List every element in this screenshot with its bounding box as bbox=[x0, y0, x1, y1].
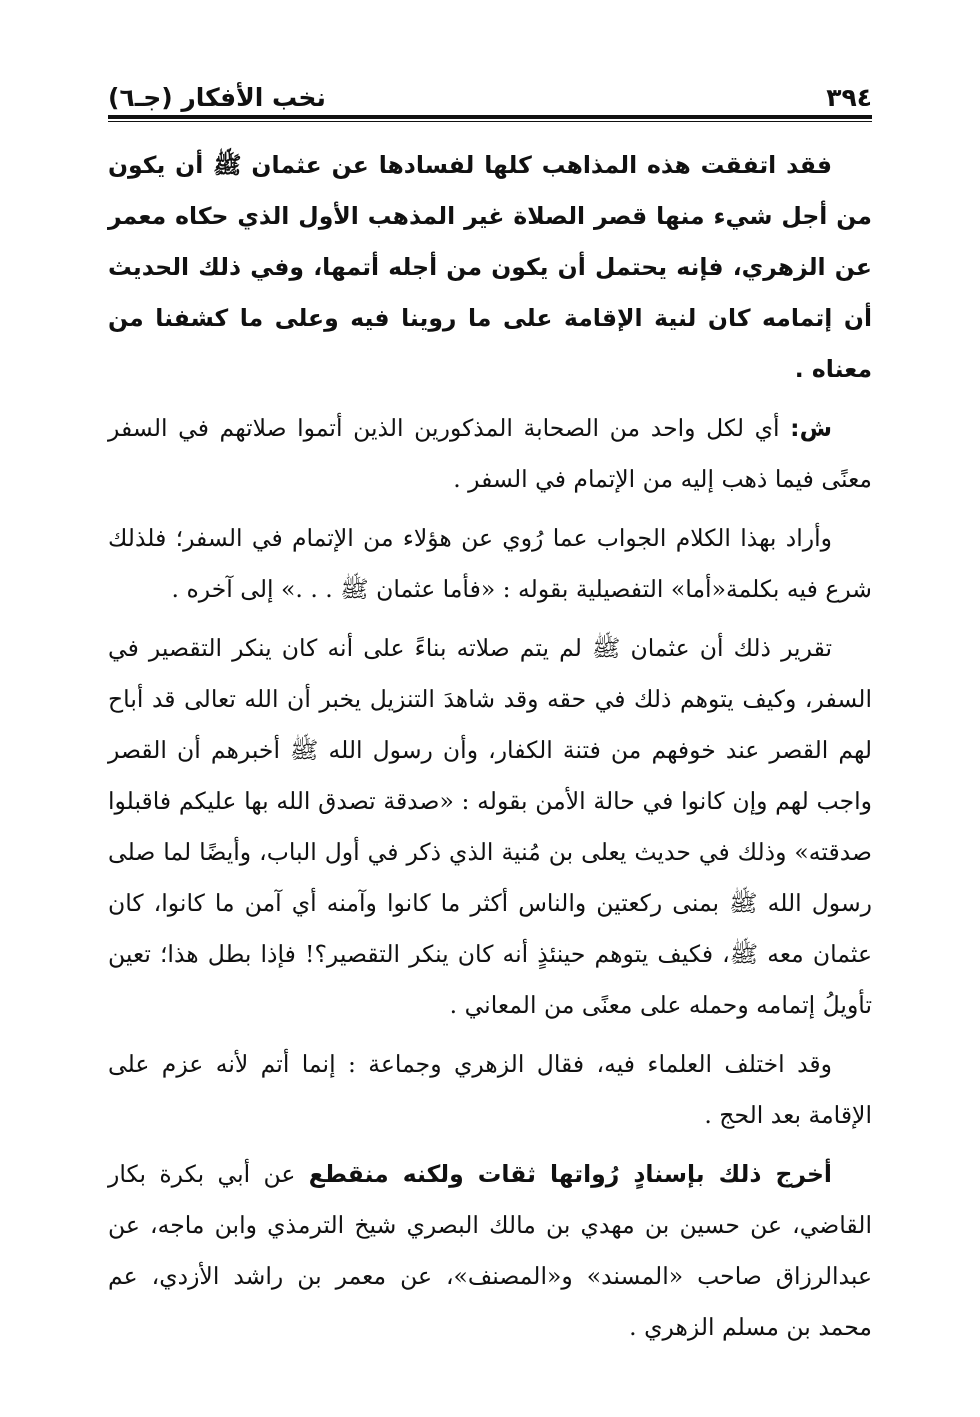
book-title: نخب الأفكار (جـ٦) bbox=[108, 83, 326, 112]
isnad-text: عن أبي بكرة بكار القاضي، عن حسين بن مهدي بن مالك البصري شيخ الترمذي وابن ماجه، عن عبدالرزاق صاحب «المسند» و«المصنف»، عن معمر بن راشد الأزدي، عم محمد بن مسلم الزهري . bbox=[108, 1160, 872, 1341]
sharh-label: ش: bbox=[790, 414, 832, 442]
isnad-paragraph bbox=[108, 1149, 872, 1353]
sharh-text: أي لكل واحد من الصحابة المذكورين الذين أتموا صلاتهم في السفر معنًى فيما ذهب إليه من الإتمام في السفر . bbox=[108, 414, 872, 493]
header-rule-thin bbox=[108, 121, 872, 122]
page-body bbox=[108, 140, 872, 1361]
sharh-paragraph bbox=[108, 403, 872, 505]
header-rule-thick bbox=[108, 115, 872, 119]
page-header bbox=[108, 72, 872, 112]
isnad-bold: أخرج ذلك بإسنادٍ رُواتها ثقات ولكنه منقطع bbox=[308, 1160, 832, 1188]
explanation-paragraph-3: وقد اختلف العلماء فيه، فقال الزهري وجماعة : إنما أتم لأنه عزم على الإقامة بعد الحج . bbox=[108, 1050, 872, 1129]
explanation-paragraph-2: تقرير ذلك أن عثمان ﷺ لم يتم صلاته بناءً على أنه كان ينكر التقصير في السفر، وكيف يتوهم ذلك في حقه وقد شاهدَ التنزيل يخبر أن الله تعالى قد أباح لهم القصر عند خوفهم من فتنة الكفار، وأن رسول الله ﷺ أخبرهم أن القصر واجب لهم وإن كانوا في حالة الأمن بقوله : «صدقة تصدق الله بها عليكم فاقبلوا صدقته» وذلك في حديث يعلى بن مُنية الذي ذكر في أول الباب، وأيضًا لما صلى رسول الله ﷺ بمنى ركعتين والناس أكثر ما كانوا وآمنه أي آمن ما كانوا، كان عثمان معه ﷺ، فكيف يتوهم حينئذٍ أنه كان ينكر التقصير؟! فإذا بطل هذا؛ تعين تأويلُ إتمامه وحمله على معنًى من المعاني . bbox=[108, 634, 872, 1019]
matn-paragraph: فقد اتفقت هذه المذاهب كلها لفسادها عن عثمان ﷺ أن يكون من أجل شيء منها قصر الصلاة غير المذهب الأول الذي حكاه معمر عن الزهري، فإنه يحتمل أن يكون من أجله أتمها، وفي ذلك الحديث أن إتمامه كان لنية الإقامة على ما روينا فيه وعلى ما كشفنا من معناه . bbox=[108, 151, 872, 383]
explanation-paragraph-1: وأراد بهذا الكلام الجواب عما رُوي عن هؤلاء من الإتمام في السفر؛ فلذلك شرع فيه بكلمة«أما» التفصيلية بقوله : «فأما عثمان ﷺ . . .» إلى آخره . bbox=[108, 524, 872, 603]
page-number: ٣٩٤ bbox=[826, 83, 872, 112]
